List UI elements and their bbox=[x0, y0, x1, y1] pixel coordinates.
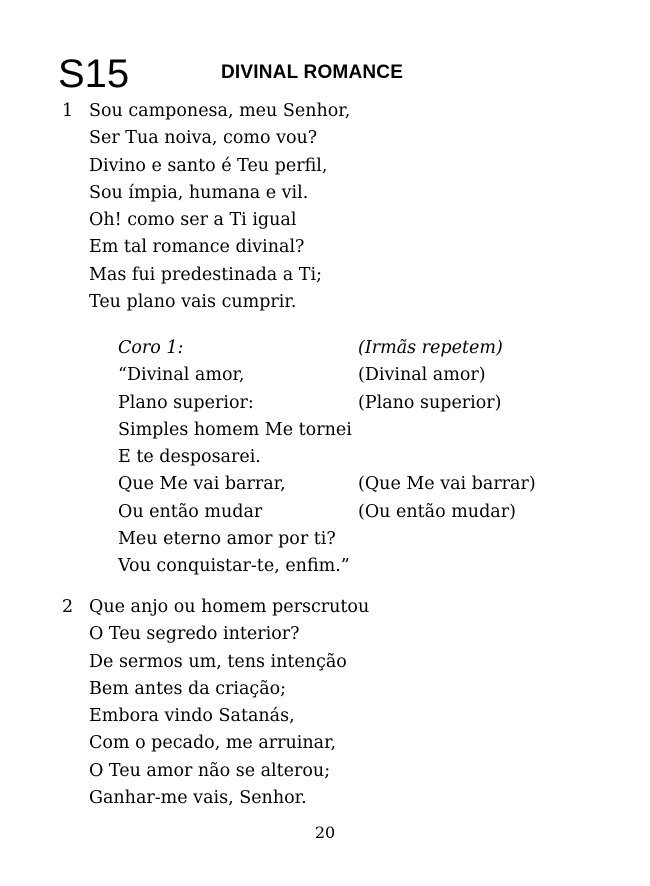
hymn-title: DIVINAL ROMANCE bbox=[221, 62, 404, 83]
chorus-echo: (Plano superior) bbox=[358, 392, 502, 413]
verse-line: Ser Tua noiva, como vou? bbox=[89, 128, 318, 149]
page-number: 20 bbox=[314, 823, 336, 842]
chorus-line: Que Me vai barrar, bbox=[118, 474, 286, 495]
verse-line: De sermos um, tens intenção bbox=[89, 651, 347, 672]
chorus-line: Ou então mudar bbox=[118, 501, 263, 522]
chorus-line: Simples homem Me tornei bbox=[118, 419, 352, 440]
verse-line: Ganhar-me vais, Senhor. bbox=[89, 788, 307, 809]
stanza-number: 1 bbox=[62, 101, 74, 121]
verse-line: O Teu segredo interior? bbox=[89, 624, 300, 645]
verse-line: Sou ímpia, humana e vil. bbox=[89, 182, 309, 203]
verse-line: Em tal romance divinal? bbox=[89, 237, 305, 258]
verse-line: O Teu amor não se alterou; bbox=[89, 760, 331, 781]
stanza-number: 2 bbox=[62, 597, 74, 617]
verse-line: Com o pecado, me arruinar, bbox=[89, 733, 337, 754]
chorus-label: Coro 1: bbox=[118, 338, 184, 358]
chorus-echo: (Divinal amor) bbox=[358, 365, 486, 386]
chorus-echo: (Que Me vai barrar) bbox=[358, 474, 536, 495]
chorus-line: E te desposarei. bbox=[118, 447, 261, 468]
chorus-line: Plano superior: bbox=[118, 392, 254, 413]
stanza-lines bbox=[89, 98, 350, 316]
verse-line: Sou camponesa, meu Senhor, bbox=[89, 101, 351, 121]
stanza-lines bbox=[89, 594, 369, 812]
chorus-line: Meu eterno amor por ti? bbox=[118, 529, 336, 550]
chorus-line: “Divinal amor, bbox=[118, 365, 245, 386]
verse-line: Divino e santo é Teu perfil, bbox=[89, 155, 328, 176]
verse-line: Embora vindo Satanás, bbox=[89, 706, 295, 727]
verse-line: Mas fui predestinada a Ti; bbox=[89, 264, 322, 285]
chorus-line: Vou conquistar-te, enfim.” bbox=[118, 556, 350, 577]
verse-line: Bem antes da criação; bbox=[89, 678, 287, 699]
chorus-echo-note: (Irmãs repetem) bbox=[358, 338, 503, 358]
verse-line: Oh! como ser a Ti igual bbox=[89, 210, 297, 231]
hymn-number: S15 bbox=[58, 52, 130, 96]
verse-line: Teu plano vais cumprir. bbox=[89, 292, 297, 313]
chorus-echo: (Ou então mudar) bbox=[358, 501, 516, 522]
verse-line: Que anjo ou homem perscrutou bbox=[89, 597, 370, 617]
